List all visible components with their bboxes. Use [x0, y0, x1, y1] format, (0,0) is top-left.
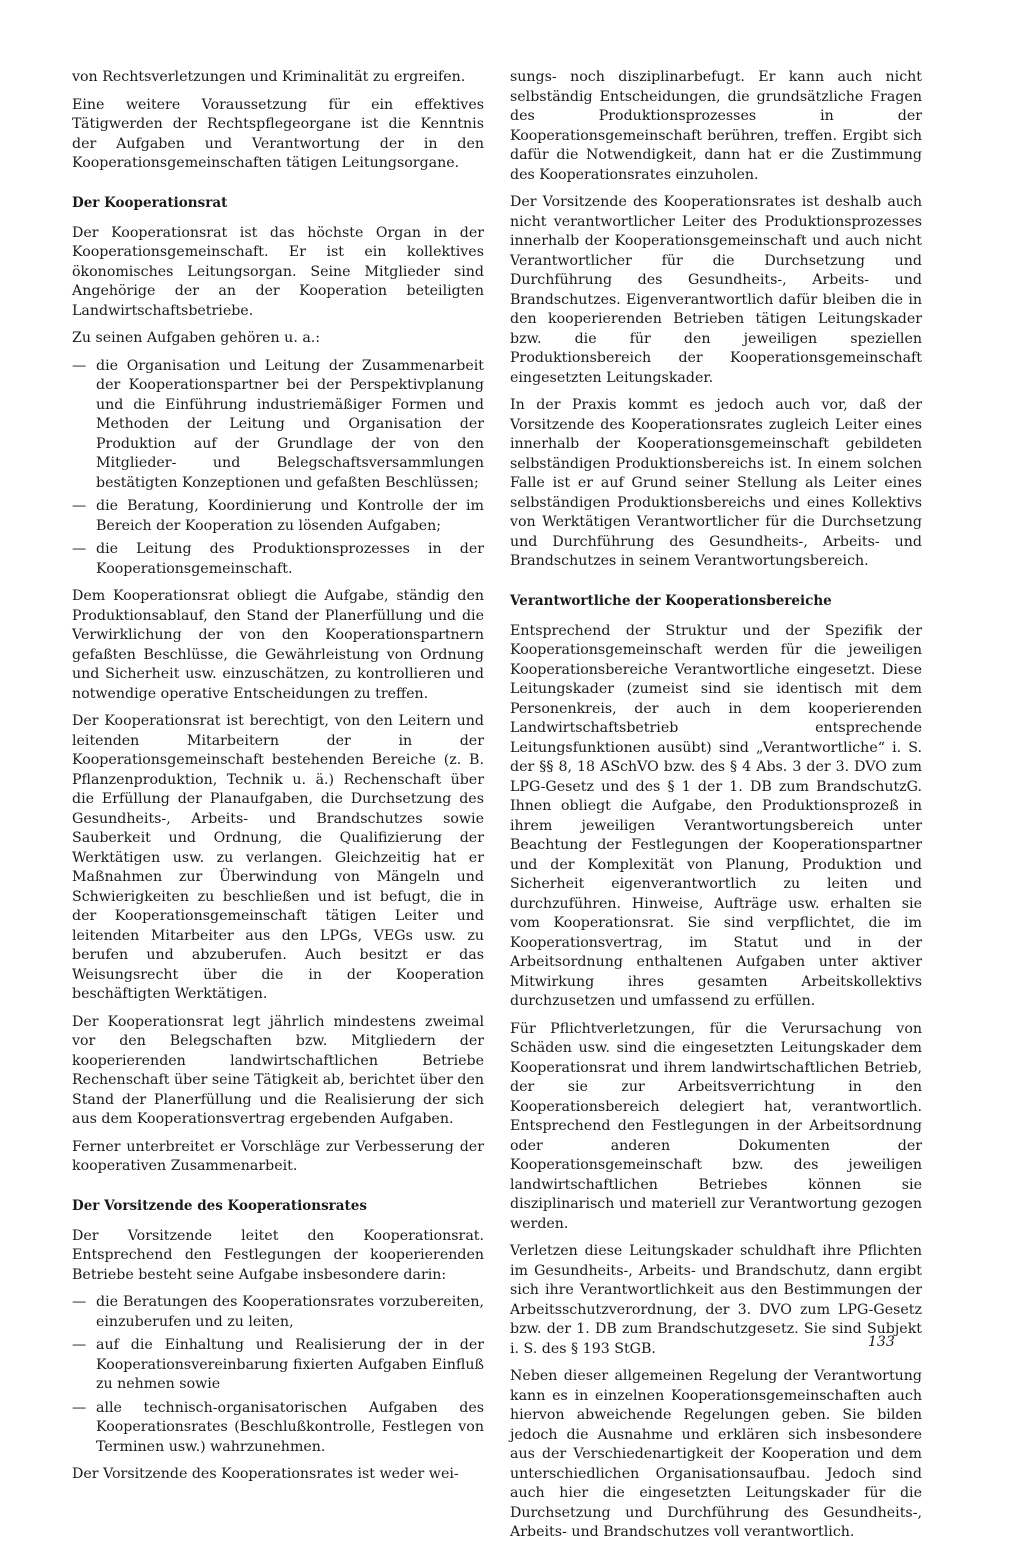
section-heading-vorsitzende: Der Vorsitzende des Kooperationsrates — [72, 1197, 367, 1214]
duty-list — [72, 1293, 484, 1457]
list-item: — die Beratungen des Kooperationsrates vorzubereiten, einzuberufen und zu leiten, — [72, 1293, 484, 1332]
paragraph: Dem Kooperationsrat obliegt die Aufgabe, ständig den Produktionsablauf, den Stand der Planerfüllung und die Verwirklichung der von den Kooperationspartnern gefaßten Beschlüsse, die Gewährleistung von Ordnung und Sicherheit usw. einzuschätzen, zu kontrollieren und notwendige operative Entscheidungen zu treffen. — [72, 588, 484, 702]
paragraph: In der Praxis kommt es jedoch auch vor, daß der Vorsitzende des Kooperationsrates zugleich Leiter eines innerhalb der Kooperationsgemeinschaft gebildeten selbständigen Produktionsbereichs ist. In einem solchen Falle ist er auf Grund seiner Stellung als Leiter eines selbständigen Produktionsbereichs und eines Kollektivs von Werktätigen Verantwortlicher für die Durchsetzung und Durchführung des Gesundheits-, Arbeits- und Brandschutzes in seinem Verantwortungsbereich. — [510, 397, 922, 569]
page-number: 133 — [868, 1334, 895, 1350]
list-item: — die Leitung des Produktionsprozesses in der Kooperationsgemeinschaft. — [72, 540, 484, 579]
paragraph: sungs- noch disziplinarbefugt. Er kann auch nicht selbständig Entscheidungen, die grundsätzliche Fragen des Produktionsprozesses in der Kooperationsgemeinschaft berühren, treffen. Ergibt sich dafür die Notwendigkeit, dann hat er die Zustimmung des Kooperationsrates einzuholen. — [510, 69, 922, 183]
paragraph: Zu seinen Aufgaben gehören u. a.: — [72, 330, 321, 346]
paragraph: Entsprechend der Struktur und der Spezifik der Kooperationsgemeinschaft werden für die jeweiligen Kooperationsbereiche Verantwortliche eingesetzt. Diese Leitungskader (zumeist sind sie identisch mit dem Personenkreis, der auch in dem kooperierenden Landwirtschaftsbetrieb entsprechende Leitungsfunktionen ausübt) sind „Verantwortliche“ i. S. der §§ 8, 18 ASchVO bzw. des § 4 Abs. 3 der 3. DVO zum LPG-Gesetz und des § 1 der 1. DB zum BrandschutzG. Ihnen obliegt die Aufgabe, den Produktionsprozeß in ihrem jeweiligen Verantwortungsbereich unter Beachtung der Festlegungen der Kooperationspartner und der Komplexität von Planung, Produktion und Sicherheit eigenverantwortlich zu leiten und durchzuführen. Hinweise, Aufträge usw. erhalten sie vom Kooperationsrat. Sie sind verpflichtet, die im Kooperationsvertrag, im Statut und in der Arbeitsordnung enthaltenen Aufgaben unter aktiver Mitwirkung ihres gesamten Arbeitskollektivs durchzusetzen und umfassend zu erfüllen. — [510, 622, 922, 1009]
paragraph: Eine weitere Voraussetzung für ein effektives Tätigwerden der Rechtspflegeorgane ist die Kenntnis der Aufgaben und Verantwortung der in den Kooperationsgemeinschaften tätigen Leitungsorgane. — [72, 96, 484, 171]
paragraph: Ferner unterbreitet er Vorschläge zur Verbesserung der kooperativen Zusammenarbeit. — [72, 1138, 484, 1174]
list-item: — auf die Einhaltung und Realisierung der in der Kooperationsvereinbarung fixierten Aufgaben Einfluß zu nehmen sowie — [72, 1336, 484, 1395]
paragraph: Der Vorsitzende leitet den Kooperationsrat. Entsprechend den Festlegungen der kooperierenden Betriebe besteht seine Aufgabe insbesondere darin: — [72, 1227, 484, 1283]
right-column — [510, 68, 922, 1551]
paragraph: Der Vorsitzende des Kooperationsrates ist weder wei- — [72, 1466, 459, 1482]
section-heading-verantwortliche: Verantwortliche der Kooperationsbereiche — [510, 592, 832, 609]
left-column — [72, 68, 484, 1493]
list-item: — die Beratung, Koordinierung und Kontrolle der im Bereich der Kooperation zu lösenden Aufgaben; — [72, 497, 484, 536]
paragraph: Der Kooperationsrat ist berechtigt, von den Leitern und leitenden Mitarbeitern der in der Kooperationsgemeinschaft bestehenden Bereiche (z. B. Pflanzenproduktion, Technik u. ä.) Rechenschaft über die Erfüllung der Planaufgaben, die Durchsetzung des Gesundheits-, Arbeits- und Brandschutzes sowie Sauberkeit und Ordnung, die Qualifizierung der Werktätigen usw. zu verlangen. Gleichzeitig hat er Maßnahmen zur Überwindung von Mängeln und Schwierigkeiten zu beschließen und ist befugt, die in der Kooperationsgemeinschaft tätigen Leiter und leitenden Mitarbeiter aus den LPGs, VEGs usw. zu berufen und abzuberufen. Auch besitzt er das Weisungsrecht über die in der Kooperation beschäftigten Werktätigen. — [72, 713, 484, 1002]
task-list — [72, 357, 484, 580]
list-item: — alle technisch-organisatorischen Aufgaben des Kooperationsrates (Beschlußkontrolle, Festlegen von Terminen usw.) wahrzunehmen. — [72, 1399, 484, 1458]
paragraph: Der Vorsitzende des Kooperationsrates ist deshalb auch nicht verantwortlicher Leiter des Produktionsprozesses innerhalb der Kooperationsgemeinschaft und auch nicht Verantwortlicher für die Durchsetzung und Durchführung des Gesundheits-, Arbeits- und Brandschutzes. Eigenverantwortlich dafür bleiben die in den kooperierenden Betrieben tätigen Leitungskader bzw. die für den jeweiligen speziellen Produktionsbereich der Kooperationsgemeinschaft eingesetzten Leitungskader. — [510, 194, 922, 386]
paragraph: Für Pflichtverletzungen, für die Verursachung von Schäden usw. sind die eingesetzten Leitungskader dem Kooperationsrat und ihrem landwirtschaftlichen Betrieb, der sie zur Arbeitsverrichtung in den Kooperationsbereich delegiert hat, verantwortlich. Entsprechend den Festlegungen in der Arbeitsordnung oder anderen Dokumenten der Kooperationsgemeinschaft bzw. des jeweiligen landwirtschaftlichen Betriebes können sie disziplinarisch und materiell zur Verantwortung gezogen werden. — [510, 1020, 922, 1232]
paragraph: Verletzen diese Leitungskader schuldhaft ihre Pflichten im Gesundheits-, Arbeits- und Brandschutz, dann ergibt sich ihre Verantwortlichkeit aus den Bestimmungen der Arbeitsschutzverordnung, der 3. DVO zum LPG-Gesetz bzw. der 1. DB zum Brandschutzgesetz. Sie sind Subjekt i. S. des § 193 StGB. — [510, 1243, 922, 1357]
paragraph: Der Kooperationsrat legt jährlich mindestens zweimal vor den Belegschaften bzw. Mitgliedern der kooperierenden landwirtschaftlichen Betriebe Rechenschaft über seine Tätigkeit ab, berichtet über den Stand der Planerfüllung und die Realisierung der sich aus dem Kooperationsvertrag ergebenden Aufgaben. — [72, 1013, 484, 1127]
paragraph: Neben dieser allgemeinen Regelung der Verantwortung kann es in einzelnen Kooperationsgemeinschaften auch hiervon abweichende Regelungen geben. Sie bilden jedoch die Ausnahme und erklären sich insbesondere aus der Verschiedenartigkeit der Kooperation und dem unterschiedlichen Organisationsaufbau. Jedoch sind auch hier die eingesetzten Leitungskader für die Durchsetzung und Durchführung des Gesundheits-, Arbeits- und Brandschutzes voll verantwortlich. — [510, 1368, 922, 1540]
list-item: — die Organisation und Leitung der Zusammenarbeit der Kooperationspartner bei der Perspektivplanung und die Einführung industriemäßiger Formen und Methoden der Leitung und Organisation der Produktion auf der Grundlage der von den Mitglieder- und Belegschaftsversammlungen bestätigten Konzeptionen und gefaßten Beschlüssen; — [72, 357, 484, 494]
section-heading-kooperationsrat: Der Kooperationsrat — [72, 194, 228, 211]
paragraph: von Rechtsverletzungen und Kriminalität zu ergreifen. — [72, 69, 466, 85]
paragraph: Der Kooperationsrat ist das höchste Organ in der Kooperationsgemeinschaft. Er ist ein kollektives ökonomisches Leitungsorgan. Seine Mitglieder sind Angehörige der an der Kooperation beteiligten Landwirtschaftsbetriebe. — [72, 224, 484, 319]
